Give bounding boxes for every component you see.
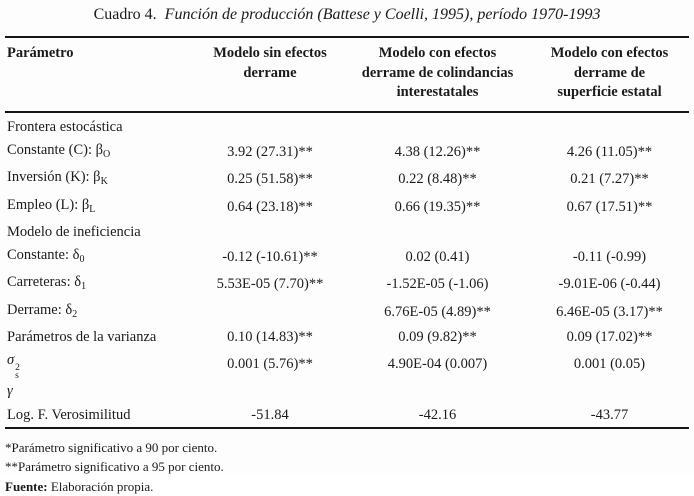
footnote-source xyxy=(5,477,689,496)
cell-value: -1.52E-05 (-1.06) xyxy=(386,276,489,293)
cell-value: 0.22 (8.48)** xyxy=(398,171,477,188)
table-row-frontera-estocastica xyxy=(5,112,689,139)
cell-value: 3.92 (27.31)** xyxy=(227,143,313,160)
row-label: Constante (C): $\beta_O$ xyxy=(7,141,111,160)
cell-value xyxy=(195,299,345,326)
cell-value: -42.16 xyxy=(418,406,457,423)
column-header-parametro: Parámetro xyxy=(7,45,74,61)
row-label: σ 2 s xyxy=(7,352,20,382)
cell-value: -51.84 xyxy=(251,406,289,423)
cell-value xyxy=(195,380,345,403)
table-row-parametros-de-la-varianza xyxy=(5,326,689,349)
table-row-derrame-delta-2 xyxy=(5,299,689,326)
table-row-constante-c-beta-o xyxy=(5,139,689,166)
cell-value: 6.46E-05 (3.17)** xyxy=(556,303,663,320)
source-text: Elaboración propia. xyxy=(50,478,154,494)
cell-value: 4.38 (12.26)** xyxy=(394,143,481,160)
row-label: Inversión (K): $\beta_K$ xyxy=(7,169,108,188)
table-row-carreteras-delta-1 xyxy=(5,271,689,298)
column-header-model-1: Modelo sin efectos derrame xyxy=(213,45,327,81)
cell-value: 6.76E-05 (4.89)** xyxy=(384,303,491,320)
cell-value: 0.64 (23.18)** xyxy=(227,198,313,215)
row-label: Derrame: $\delta_2$ xyxy=(7,301,78,320)
cell-value: 0.001 (5.76)** xyxy=(227,356,313,373)
cell-value: 0.10 (14.83)** xyxy=(227,329,313,346)
cell-value: -43.77 xyxy=(590,406,629,423)
cell-value: 0.001 (0.05) xyxy=(573,356,646,373)
table-title xyxy=(0,0,694,24)
source-label: Fuente: xyxy=(5,478,48,494)
cell-value xyxy=(195,112,345,139)
cell-value: 4.90E-04 (0.007) xyxy=(387,356,488,373)
title-emphasis: Función de producción (Battese y Coelli, 1995), período 1970-1993 xyxy=(164,6,601,23)
row-label: γ xyxy=(7,383,13,400)
cell-value: 5.53E-05 (7.70)** xyxy=(216,276,324,293)
cell-value: 0.09 (17.02)** xyxy=(566,329,653,346)
cell-value: -0.11 (-0.99) xyxy=(572,249,647,266)
cell-value xyxy=(345,221,530,244)
table-row-empleo-l-beta-l xyxy=(5,194,689,221)
table-row-inversion-k-beta-k xyxy=(5,166,689,193)
cell-value xyxy=(530,112,689,139)
title-prefix: Cuadro 4. xyxy=(93,6,157,23)
cell-value: 0.67 (17.51)** xyxy=(566,198,653,215)
footnote-90-percent: *Parámetro significativo a 90 por ciento. xyxy=(5,439,218,455)
row-label: Log. F. Verosimilitud xyxy=(7,406,131,423)
cell-value: 0.21 (7.27)** xyxy=(570,171,649,188)
table-row-gamma xyxy=(5,380,689,403)
footnote-95-percent: **Parámetro significativo a 95 por ciento. xyxy=(5,459,224,475)
row-label: Parámetros de la varianza xyxy=(7,329,157,346)
cell-value: 0.09 (9.82)** xyxy=(398,329,477,346)
production-function-table xyxy=(5,36,689,429)
cell-value: -9.01E-06 (-0.44) xyxy=(558,276,661,293)
row-label: Frontera estocástica xyxy=(7,118,123,135)
cell-value: -0.12 (-10.61)** xyxy=(222,249,318,266)
cell-value: 0.02 (0.41) xyxy=(405,249,470,266)
row-label: Modelo de ineficiencia xyxy=(7,223,141,240)
table-head xyxy=(5,37,689,112)
table-row-constante-delta-0 xyxy=(5,244,689,271)
footnotes xyxy=(5,438,689,496)
cell-value xyxy=(345,380,530,403)
table-body xyxy=(5,112,689,428)
header-row xyxy=(5,37,689,112)
row-label: Carreteras: $\delta_1$ xyxy=(7,274,87,293)
sup-sub-stack: 2 s xyxy=(15,363,20,382)
row-label: Empleo (L): $\beta_L$ xyxy=(7,196,96,215)
table-row-modelo-de-ineficiencia xyxy=(5,221,689,244)
column-header-model-3: Modelo con efectos derrame de superficie estatal xyxy=(550,45,669,101)
table-row-log-f-verosimilitud xyxy=(5,404,689,428)
cell-value xyxy=(530,380,689,403)
cell-value: 4.26 (11.05)** xyxy=(566,143,653,160)
cell-value: 0.66 (19.35)** xyxy=(394,198,481,215)
cell-value xyxy=(345,112,530,139)
row-label: Constante: $\delta_0$ xyxy=(7,247,85,266)
cell-value xyxy=(195,221,345,244)
cell-value xyxy=(530,221,689,244)
cell-value: 0.25 (51.58)** xyxy=(227,171,313,188)
table-row-sigma-squared-s xyxy=(5,349,689,380)
column-header-model-2: Modelo con efectos derrame de colindancias interestatales xyxy=(361,45,514,101)
